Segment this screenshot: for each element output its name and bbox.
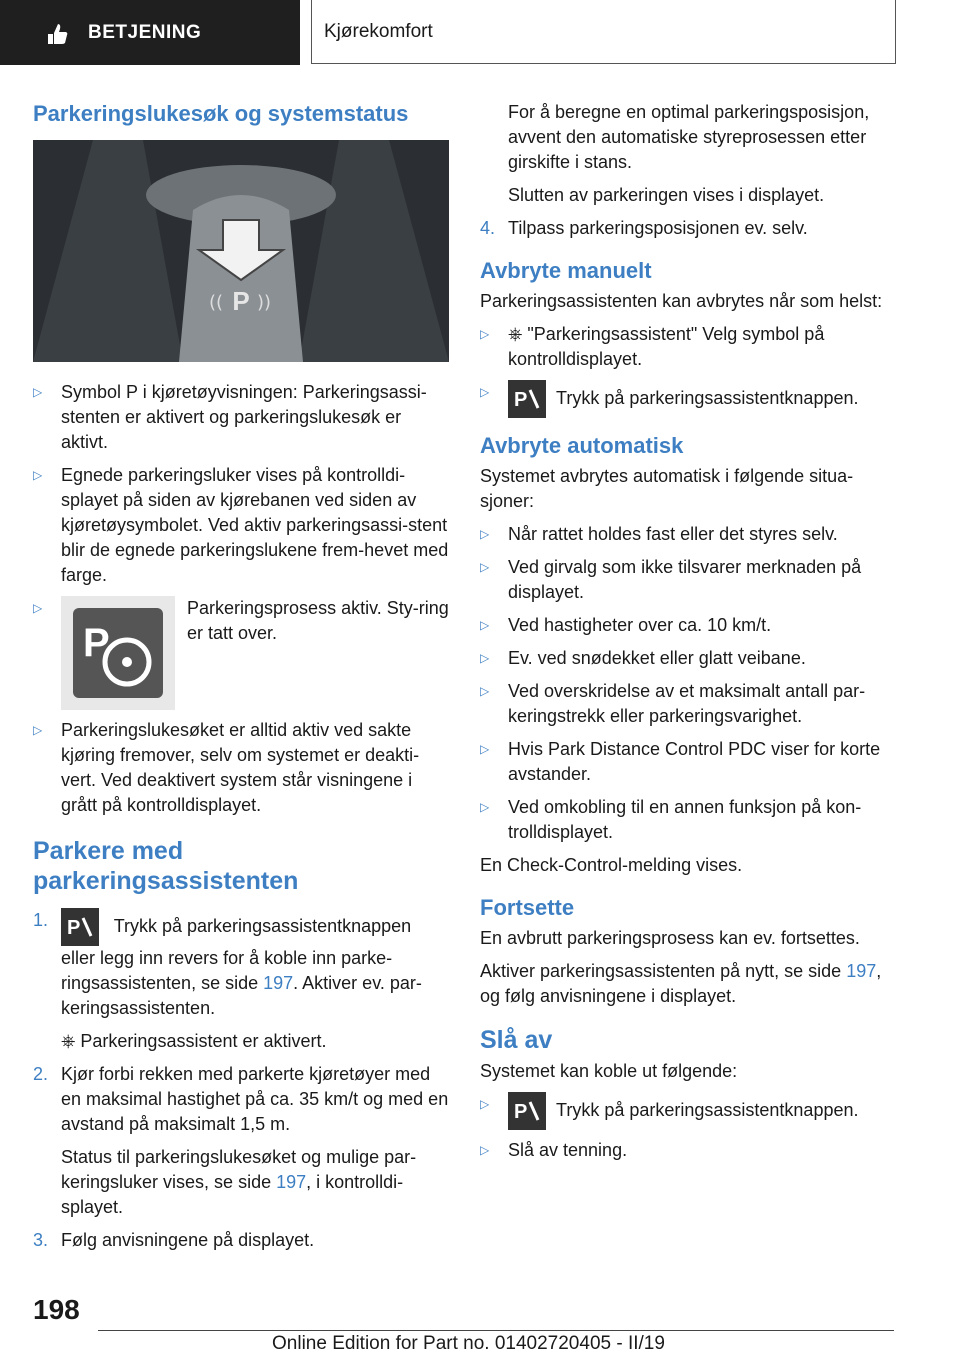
list-item: ▷ ⎈ "Parkeringsassistent" Velg symbol på kontrolldisplayet. <box>480 324 825 369</box>
park-assist-button-icon <box>508 380 546 418</box>
park-assist-symbol-icon: ⎈ <box>61 1031 81 1051</box>
heading-auto: Avbryte automatisk <box>480 433 684 458</box>
page-link[interactable]: 197 <box>263 973 294 993</box>
parking-steering-icon <box>61 596 175 710</box>
triangle-icon: ▷ <box>33 468 43 482</box>
subsection-box <box>311 0 896 64</box>
heading-off: Slå av <box>480 1026 553 1054</box>
park-steps <box>33 908 449 1253</box>
triangle-icon: ▷ <box>480 618 490 632</box>
list-item: ▷ P Parkeringsprosess aktiv. Sty-ring er tatt over. <box>33 596 449 710</box>
svg-text:)): )) <box>257 292 272 313</box>
list-item: ▷ Når rattet holdes fast eller det styres selv. <box>480 522 892 547</box>
park-assist-button-icon <box>61 908 99 946</box>
triangle-icon: ▷ <box>480 651 490 665</box>
list-item: ▷ Ved overskridelse av et maksimalt antall par-keringstrekk eller parkeringsvarighet. <box>480 681 866 726</box>
step-item: 1. P Trykk på parkeringsassistentknappen eller legg inn revers for å koble inn parke-ringsassistenten, se side 197. Aktiver ev. par-keringsassistenten. ⎈ Parkeringsassistent er aktivert. <box>33 910 422 1051</box>
list-item: ▷ Slå av tenning. <box>480 1138 892 1163</box>
triangle-icon: ▷ <box>480 327 490 341</box>
svg-text:P: P <box>67 917 81 939</box>
triangle-icon: ▷ <box>33 385 43 399</box>
page-link[interactable]: 197 <box>846 961 877 981</box>
page-link[interactable]: 197 <box>276 1172 307 1192</box>
heading-continue: Fortsette <box>480 895 575 920</box>
left-column <box>33 100 449 1261</box>
svg-text:P: P <box>83 621 110 665</box>
right-column: For å beregne en optimal parkeringsposisjon, avvent den automatiske styreprosessen etter girskifte i stans. Slutten av parkeringen vises i displayet. 4. Tilpass parkeringsposisjonen ev. selv. Avbryte manuelt Parkeringsassistenten kan avbrytes når som helst: ▷ ⎈ "Parkeringsassistent" Velg symbol på kontrolldisplayet. ▷ P Trykk på parkeringsassistentknappen. Avbryte automatisk Systemet avbrytes automatisk i følgende situa-sjoner: ▷ Når rattet holdes fast eller det styres selv. ▷ Ved girvalg som ikke tilsvarer merknaden på displayet. ▷ Ved hastigheter over ca. 10 km/t. ▷ Ev. ved snødekket eller glatt veibane. ▷ Ved overskridelse av et maksimalt antall par-keringstrekk eller parkeringsvarighet. ▷ Hvis Park Distance Control PDC viser for korte avstander. ▷ Ved omkobling til en annen funksjon på kon-trolldisplayet. En Check-Control-melding vises. Fortsette En avbrutt parkeringsprosess kan ev. fortsettes. Aktiver parkeringsassistenten på nytt, se side 197, og følg anvisningene i displayet. Slå av Systemet kan koble ut følgende: ▷ P Trykk på parkeringsassistentknappen. ▷ Slå av tenning. <box>480 100 892 1171</box>
list-item: ▷ Ev. ved snødekket eller glatt veibane. <box>480 646 892 671</box>
list-item: ▷ Egnede parkeringsluker vises på kontrolldi-splayet på siden av kjørebanen ved siden av kjøretøysymbolet. Ved aktiv parkeringsassi-stent blir de egnede parkeringslukene frem-hevet med farge. <box>33 465 449 585</box>
triangle-icon: ▷ <box>480 560 490 574</box>
list-item: ▷ P Trykk på parkeringsassistentknappen. <box>480 380 892 418</box>
triangle-icon: ▷ <box>480 527 490 541</box>
svg-text:P: P <box>514 389 528 411</box>
triangle-icon: ▷ <box>480 742 490 756</box>
step-item: 3. Følg anvisningene på displayet. <box>33 1230 315 1250</box>
subsection-title: Kjørekomfort <box>324 21 433 42</box>
edition-note: Online Edition for Part no. 01402720405 - II/19 <box>272 1333 665 1354</box>
list-item: ▷ Parkeringslukesøket er alltid aktiv ved sakte kjøring fremover, selv om systemet er deakti-vert. Ved deaktivert system står visningene i grått på kontrolldisplayet. <box>33 720 420 815</box>
step-item: 2. Kjør forbi rekken med parkerte kjøretøyer med en maksimal hastighet på ca. 35 km/t og med en avstand på maksimalt 1,5 m. Status til parkeringslukesøket og mulige par-keringsluker vises, se side 197, i kontrolldi-splayet. <box>33 1064 449 1217</box>
hand-icon <box>44 20 70 46</box>
heading-manual: Avbryte manuelt <box>480 258 652 283</box>
figure-p-label: P <box>232 286 250 316</box>
park-assist-button-icon <box>508 1092 546 1130</box>
triangle-icon: ▷ <box>480 1097 490 1111</box>
heading-search: Parkeringslukesøk og systemstatus <box>33 101 409 126</box>
list-item: ▷ Hvis Park Distance Control PDC viser for korte avstander. <box>480 739 881 784</box>
triangle-icon: ▷ <box>33 723 43 737</box>
list-item: ▷ Ved girvalg som ikke tilsvarer merknaden på displayet. <box>480 557 862 602</box>
list-item: ▷ Ved hastigheter over ca. 10 km/t. <box>480 613 892 638</box>
status-bullets <box>33 380 449 818</box>
section-title: BETJENING <box>88 22 202 43</box>
svg-text:P: P <box>514 1101 528 1123</box>
triangle-icon: ▷ <box>480 800 490 814</box>
heading-park: Parkere med parkeringsassistenten <box>33 837 299 895</box>
list-item: ▷ Symbol P i kjøretøyvisningen: Parkeringsassi-stenten er aktivert og parkeringslukesøk er aktivt. <box>33 382 427 452</box>
section-tab <box>0 0 300 65</box>
park-assist-symbol-icon: ⎈ <box>508 324 528 344</box>
list-item: ▷ P Trykk på parkeringsassistentknappen. <box>480 1092 892 1130</box>
triangle-icon: ▷ <box>480 1143 490 1157</box>
parking-display-figure <box>33 140 449 362</box>
page-number: 198 <box>33 1294 80 1325</box>
step-item: 4. Tilpass parkeringsposisjonen ev. selv. <box>480 218 808 238</box>
list-item: ▷ Ved omkobling til en annen funksjon på kon-trolldisplayet. <box>480 797 862 842</box>
triangle-icon: ▷ <box>480 385 490 399</box>
svg-text:((: (( <box>209 292 224 313</box>
triangle-icon: ▷ <box>480 684 490 698</box>
triangle-icon: ▷ <box>33 601 43 615</box>
